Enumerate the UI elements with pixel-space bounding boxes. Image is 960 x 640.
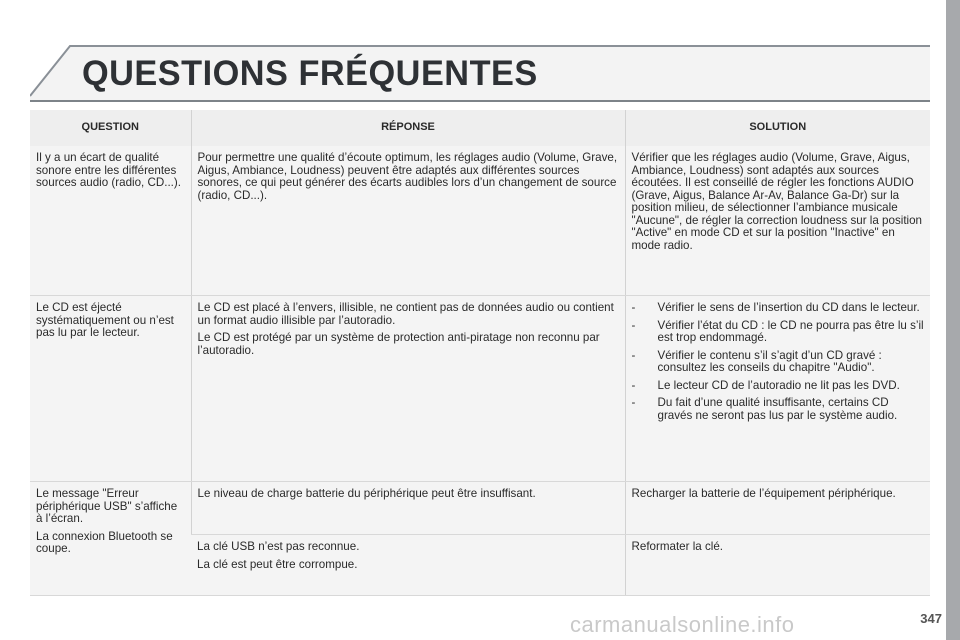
list-item [632,302,925,315]
question-cell [30,146,191,296]
list-item [632,350,925,375]
table-row [30,296,930,482]
solution-cell [625,146,930,296]
dash-bullet: - [631,301,636,314]
solution-text: Recharger la batterie de l’équipement périphérique. [631,487,896,500]
table-row [30,146,930,296]
list-item [632,380,925,393]
solution-item-text: Vérifier le sens de l’insertion du CD dans le lecteur. [657,301,920,314]
question-text: La connexion Bluetooth se coupe. [36,529,173,556]
watermark: carmanualsonline.info [570,612,795,637]
dash-bullet: - [631,348,636,362]
answer-text: Le CD est placé à l’envers, illisible, ne contient pas de données audio ou contient un format audio illisible par l’autoradio. [197,301,614,327]
solution-list [632,302,925,422]
dash-bullet: - [631,378,636,392]
table-row [30,482,930,535]
answer-cell [191,482,625,535]
solution-cell [625,482,930,535]
question-cell [30,482,191,596]
solution-cell [625,535,930,596]
answer-cell [191,146,625,296]
solution-cell [625,296,930,482]
answer-text: Pour permettre une qualité d’écoute optimum, les réglages audio (Volume, Grave, Aigus, Ambiance, Loudness) peuvent être adaptés aux différentes sources sonores, ce qui peut générer des écarts audibles lors d’un changement de source (radio, CD...). [197,151,618,202]
column-header-question: QUESTION [30,110,191,146]
solution-item-text: Le lecteur CD de l’autoradio ne lit pas les DVD. [657,378,900,392]
solution-text: Reformater la clé. [631,540,723,553]
solution-item-text: Vérifier le contenu s’il s’agit d’un CD gravé : consultez les conseils du chapitre "Audio". [657,348,882,375]
answer-text: Le CD est protégé par un système de protection anti-piratage non reconnu par l’autoradio. [197,331,600,357]
answer-cell [191,535,625,596]
dash-bullet: - [631,396,636,410]
dash-bullet: - [631,318,636,332]
list-item [632,397,925,422]
question-text: Le CD est éjecté systématiquement ou n’est pas lu par le lecteur. [36,301,174,340]
column-header-solution: SOLUTION [625,110,930,146]
solution-text: Vérifier que les réglages audio (Volume, Grave, Aigus, Ambiance, Loudness) sont adaptés aux sources écoutées. Il est conseillé de régler les fonctions AUDIO (Grave, Aigus, Balance Ar-Av, Balance Ga-Dr) sur la position milieu, de sélectionner l’ambiance musicale "Aucune", de régler la correction loudness sur la position "Active" en mode CD et sur la position "Inactive" en mode radio. [631,151,923,252]
page-number: 347 [920,611,942,626]
question-text: Il y a un écart de qualité sonore entre les différentes sources audio (radio, CD...). [36,151,181,190]
table-header-row [30,110,930,146]
question-cell [30,296,191,482]
faq-table [30,110,930,596]
question-text: Le message "Erreur périphérique USB" s’affiche à l’écran. [36,487,178,526]
side-tab [946,0,960,640]
answer-text: La clé USB n’est pas reconnue. [197,540,360,553]
solution-item-text: Du fait d’une qualité insuffisante, certains CD gravés ne seront pas lus par le système audio. [657,396,898,422]
answer-cell [191,296,625,482]
list-item [632,320,925,345]
page-title: QUESTIONS FRÉQUENTES [82,54,538,93]
column-header-answer: RÉPONSE [191,110,625,146]
answer-text: La clé est peut être corrompue. [197,557,358,571]
solution-item-text: Vérifier l’état du CD : le CD ne pourra pas être lu s’il est trop endommagé. [657,318,924,345]
answer-text: Le niveau de charge batterie du périphérique peut être insuffisant. [197,487,536,500]
